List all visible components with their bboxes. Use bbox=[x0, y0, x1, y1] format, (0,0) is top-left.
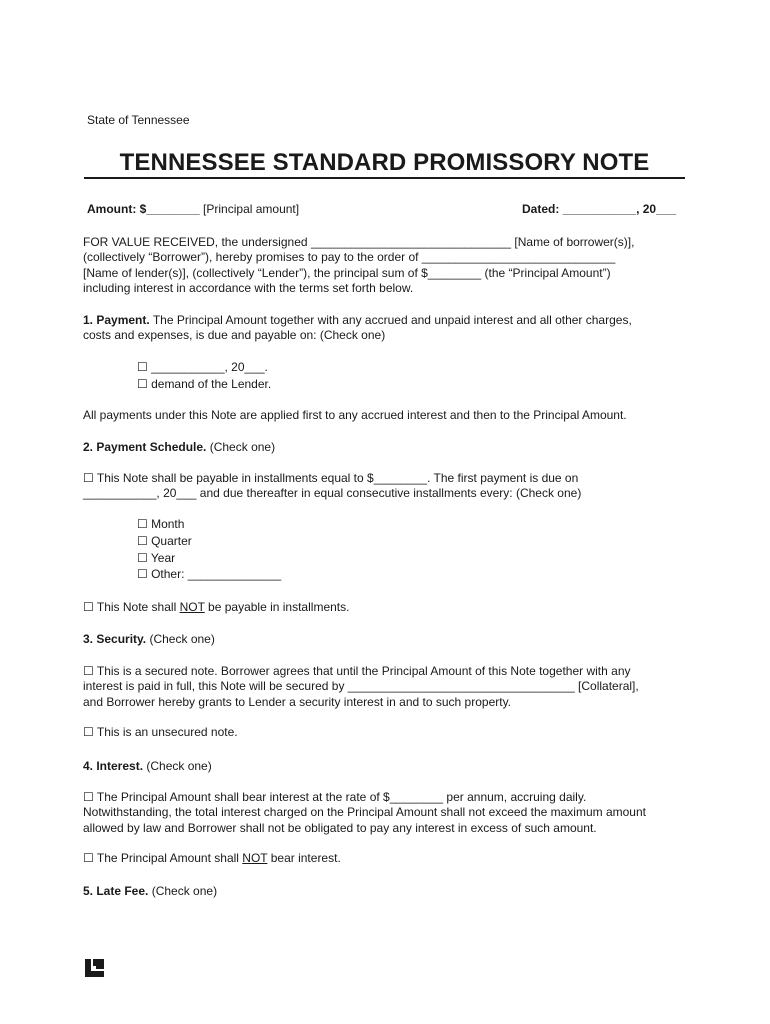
intro-line: [Name of lender(s)], (collectively “Lender”), the principal sum of $________ (the “Principal Amount”) bbox=[83, 265, 611, 280]
not-emphasis: NOT bbox=[179, 600, 205, 614]
payment-applied-text: All payments under this Note are applied first to any accrued interest and then to the Principal Amount. bbox=[83, 408, 627, 422]
period-year-checkbox[interactable]: ☐ Year bbox=[137, 550, 176, 565]
schedule-heading: 2. Payment Schedule. bbox=[83, 440, 207, 454]
no-installments-text: be payable in installments. bbox=[204, 600, 350, 614]
not-emphasis: NOT bbox=[242, 851, 268, 865]
payment-demand-checkbox[interactable]: ☐ demand of the Lender. bbox=[137, 376, 272, 391]
legal-templates-logo-icon bbox=[85, 958, 105, 978]
intro-line: FOR VALUE RECEIVED, the undersigned ______________________________ [Name of borrower(s)], bbox=[83, 235, 635, 249]
dated-line: Dated: ___________, 20___ bbox=[522, 202, 677, 216]
payment-date-checkbox[interactable]: ☐ ___________, 20___. bbox=[137, 360, 268, 374]
no-interest-text: bear interest. bbox=[267, 851, 341, 865]
payment-text: The Principal Amount together with any accrued and unpaid interest and all other charges, bbox=[149, 313, 632, 327]
payment-line bbox=[83, 313, 632, 328]
amount-label: Amount: $________ bbox=[87, 202, 200, 216]
period-quarter-checkbox[interactable]: ☐ Quarter bbox=[137, 533, 192, 548]
interest-heading: 4. Interest. bbox=[83, 759, 144, 773]
secured-checkbox[interactable]: ☐ This is a secured note. Borrower agrees that until the Principal Amount of this Note together with any bbox=[83, 664, 631, 678]
title-divider bbox=[84, 177, 685, 179]
installments-text: ___________, 20___ and due thereafter in equal consecutive installments every: (Check one) bbox=[83, 486, 582, 501]
secured-text: and Borrower hereby grants to Lender a security interest in and to such property. bbox=[83, 694, 512, 709]
intro-paragraph bbox=[83, 235, 634, 296]
schedule-check: (Check one) bbox=[206, 440, 276, 454]
secured-text: interest is paid in full, this Note will be secured by __________________________________ [Collateral], bbox=[83, 679, 639, 694]
security-heading: 3. Security. bbox=[83, 632, 147, 646]
secured-option[interactable] bbox=[83, 664, 639, 710]
payment-options bbox=[137, 359, 271, 393]
interest-text: Notwithstanding, the total interest charged on the Principal Amount shall not exceed the maximum amount bbox=[83, 805, 646, 820]
intro-line: including interest in accordance with the terms set forth below. bbox=[83, 280, 414, 295]
period-options bbox=[137, 516, 281, 583]
security-heading-line bbox=[83, 632, 215, 647]
interest-check: (Check one) bbox=[143, 759, 212, 773]
late-fee-check: (Check one) bbox=[148, 884, 218, 898]
security-check: (Check one) bbox=[146, 632, 215, 646]
schedule-heading-line bbox=[83, 440, 275, 455]
amount-line bbox=[87, 202, 299, 217]
installments-option[interactable] bbox=[83, 471, 581, 502]
no-interest-checkbox[interactable] bbox=[83, 851, 341, 866]
payment-line: costs and expenses, is due and payable on: (Check one) bbox=[83, 328, 386, 343]
period-month-checkbox[interactable]: ☐ Month bbox=[137, 517, 185, 531]
interest-checkbox[interactable]: ☐ The Principal Amount shall bear interest at the rate of $________ per annum, accruing daily. bbox=[83, 790, 587, 804]
interest-heading-line bbox=[83, 759, 212, 774]
payment-section bbox=[83, 313, 632, 344]
no-installments-checkbox[interactable] bbox=[83, 600, 349, 615]
installments-checkbox[interactable]: ☐ This Note shall be payable in installments equal to $________. The first payment is due on bbox=[83, 471, 579, 485]
interest-option[interactable] bbox=[83, 790, 646, 836]
no-installments-text: ☐ This Note shall bbox=[83, 600, 180, 614]
period-other-checkbox[interactable]: ☐ Other: ______________ bbox=[137, 567, 282, 582]
payment-heading: 1. Payment. bbox=[83, 313, 150, 327]
amount-hint: [Principal amount] bbox=[199, 202, 300, 216]
late-fee-heading-line bbox=[83, 884, 217, 899]
no-interest-text: ☐ The Principal Amount shall bbox=[83, 851, 243, 865]
state-label: State of Tennessee bbox=[87, 113, 190, 127]
unsecured-checkbox[interactable]: ☐ This is an unsecured note. bbox=[83, 725, 238, 739]
document-title: TENNESSEE STANDARD PROMISSORY NOTE bbox=[119, 149, 650, 176]
late-fee-heading: 5. Late Fee. bbox=[83, 884, 149, 898]
interest-text: allowed by law and Borrower shall not be obligated to pay any interest in excess of such amount. bbox=[83, 820, 597, 835]
intro-line: (collectively “Borrower”), hereby promises to pay to the order of _____________________________ bbox=[83, 250, 616, 265]
